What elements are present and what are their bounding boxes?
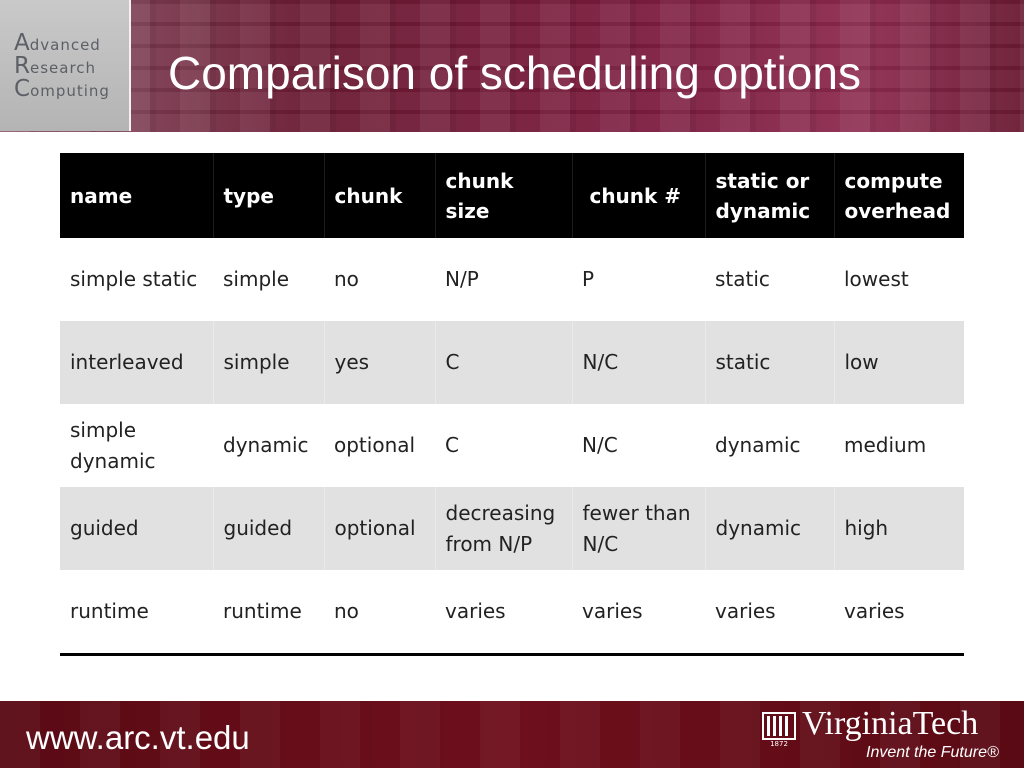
table-cell: P xyxy=(582,267,595,291)
table-cell: varies xyxy=(705,570,834,655)
vt-tagline: Invent the Future® xyxy=(866,744,999,761)
table-cell: dynamic xyxy=(223,433,309,457)
table-row xyxy=(60,487,964,570)
table-cell: static xyxy=(715,267,770,291)
table-cell: interleaved xyxy=(60,321,213,404)
logo-line-computing: Computing xyxy=(14,76,110,102)
table-cell: runtime xyxy=(60,570,213,655)
table-cell: guided xyxy=(60,487,213,570)
table-cell: guided xyxy=(213,487,324,570)
header-chunk: chunk xyxy=(324,153,435,238)
table-cell: optional xyxy=(324,487,435,570)
vt-year: 1872 xyxy=(770,740,788,748)
table-cell: varies xyxy=(435,570,572,655)
table-cell: no xyxy=(334,267,359,291)
table-cell: static xyxy=(705,321,834,404)
logo-line-research: Research xyxy=(14,53,97,79)
table-header-row xyxy=(60,153,964,238)
header-compute-overhead: compute overhead xyxy=(834,153,964,238)
table-cell: optional xyxy=(334,433,416,457)
header-name: name xyxy=(60,153,213,238)
table-cell: fewer than N/C xyxy=(572,487,705,570)
table-row xyxy=(60,404,964,487)
table-cell: yes xyxy=(324,321,435,404)
header-type: type xyxy=(213,153,324,238)
table-cell: medium xyxy=(844,433,927,457)
table-cell: runtime xyxy=(213,570,324,655)
header-chunk-count: chunk # xyxy=(572,153,705,238)
table-cell: dynamic xyxy=(715,433,801,457)
vt-shield-icon xyxy=(762,712,796,748)
header-static-or-dynamic: static or dynamic xyxy=(705,153,834,238)
slide-header xyxy=(0,0,1024,132)
header-chunk-size: chunk size xyxy=(435,153,572,238)
scheduling-comparison-table xyxy=(60,153,964,656)
vt-logo-text: VirginiaTech xyxy=(802,705,979,742)
table-cell: simple static xyxy=(70,267,198,291)
table-cell: N/C xyxy=(572,321,705,404)
table-cell: dynamic xyxy=(705,487,834,570)
table-cell: lowest xyxy=(844,267,909,291)
table-row xyxy=(60,321,964,404)
table-cell: varies xyxy=(834,570,964,655)
footer-url: www.arc.vt.edu xyxy=(26,719,250,756)
slide-title: Comparison of scheduling options xyxy=(168,47,861,99)
table-row xyxy=(60,238,964,321)
logo-line-advanced: Advanced xyxy=(14,30,101,56)
table-cell: decreasing from N/P xyxy=(435,487,572,570)
table-cell: varies xyxy=(572,570,705,655)
table-cell: low xyxy=(834,321,964,404)
table-cell: simple xyxy=(223,267,290,291)
table-cell: high xyxy=(834,487,964,570)
table-cell: C xyxy=(445,433,459,457)
table-cell: N/P xyxy=(445,267,479,291)
table-cell: N/C xyxy=(582,433,618,457)
table-cell: simple dynamic xyxy=(70,417,156,473)
table-cell: C xyxy=(435,321,572,404)
table-cell: no xyxy=(324,570,435,655)
arc-logo xyxy=(0,0,131,131)
slide-footer xyxy=(0,701,1024,768)
table-row xyxy=(60,570,964,655)
table-cell: simple xyxy=(213,321,324,404)
